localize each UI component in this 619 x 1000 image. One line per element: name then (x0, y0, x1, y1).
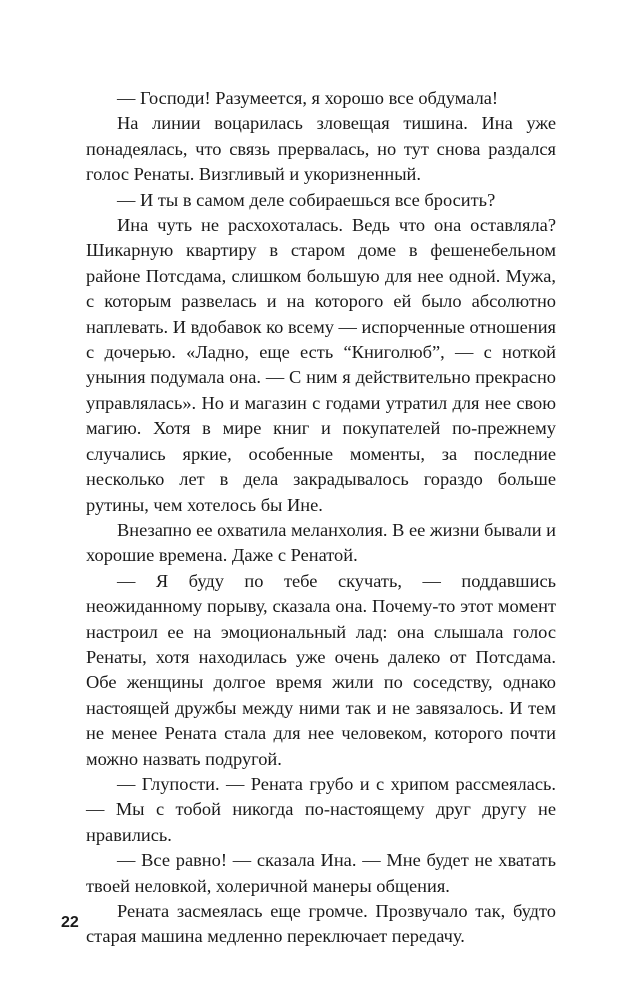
page-body-text (86, 86, 556, 950)
paragraph: — Я буду по тебе скучать, — поддавшись неожиданному порыву, сказала она. Почему-то этот момент настроил ее на эмоциональный лад: она слышала голос Ренаты, хотя находилась уже очень далеко от Потсдама. Обе женщины долгое время жили по соседству, однако настоящей дружбы между ними так и не завязалось. И тем не менее Рената стала для нее человеком, которого почти можно назвать подругой. (86, 570, 556, 769)
page-number: 22 (61, 914, 79, 931)
paragraph: — Глупости. — Рената грубо и с хрипом рассмеялась. — Мы с тобой никогда по-настоящему друг другу не нравились. (86, 773, 556, 845)
paragraph: Внезапно ее охватила меланхолия. В ее жизни бывали и хорошие времена. Даже с Ренатой. (86, 519, 556, 566)
paragraph: Ина чуть не расхохоталась. Ведь что она оставляла? Шикарную квартиру в старом доме в фешенебельном районе Потсдама, слишком большую для нее одной. Мужа, с которым развелась и на которого ей было абсолютно наплевать. И вдобавок ко всему — испорченные отношения с дочерью. «Ладно, еще есть “Книголюб”, — с ноткой уныния подумала она. — С ним я действительно прекрасно управлялась». Но и магазин с годами утратил для нее свою магию. Хотя в мире книг и покупателей по-прежнему случались яркие, особенные моменты, за последние несколько лет в дела закрадывалось гораздо больше рутины, чем хотелось бы Ине. (86, 215, 556, 515)
paragraph: На линии воцарилась зловещая тишина. Ина уже понадеялась, что связь прервалась, но тут снова раздался голос Ренаты. Визгливый и укоризненный. (86, 113, 556, 185)
paragraph: Рената засмеялась еще громче. Прозвучало так, будто старая машина медленно переключает передачу. (86, 901, 556, 947)
paragraph: — И ты в самом деле собираешься все бросить? (117, 189, 496, 210)
paragraph: — Все равно! — сказала Ина. — Мне будет не хватать твоей неловкой, холеричной манеры общения. (86, 850, 556, 896)
paragraph: — Господи! Разумеется, я хорошо все обдумала! (117, 88, 499, 108)
